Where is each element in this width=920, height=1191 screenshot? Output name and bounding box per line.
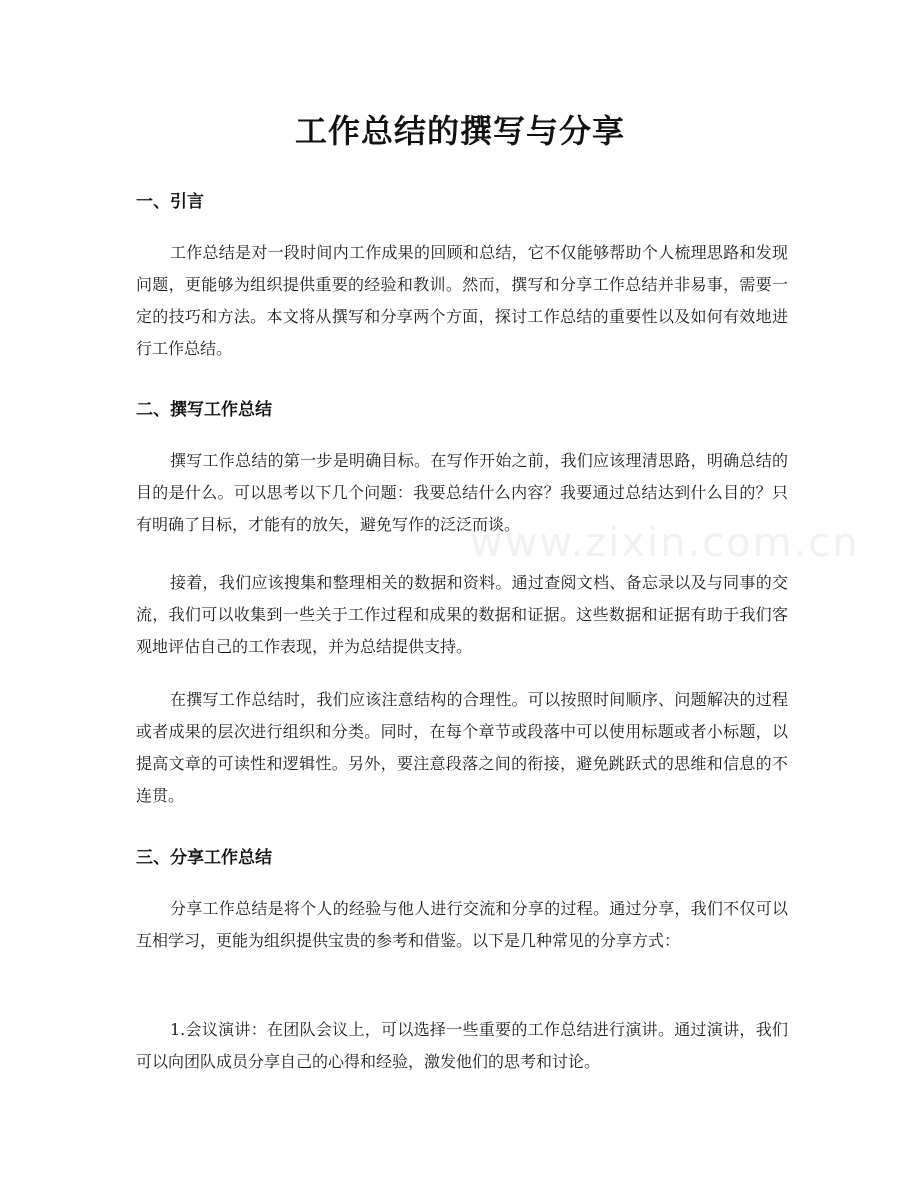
- section-heading-writing: 二、撰写工作总结: [136, 400, 272, 420]
- writing-paragraph-1: 撰写工作总结的第一步是明确目标。在写作开始之前，我们应该理清思路，明确总结的目的是什么。可以思考以下几个问题：我要总结什么内容？我要通过总结达到什么目的？只有明确了目标，才能有的放矢，避免写作的泛泛而谈。: [136, 451, 788, 534]
- intro-paragraph: 工作总结是对一段时间内工作成果的回顾和总结，它不仅能够帮助个人梳理思路和发现问题，更能够为组织提供重要的经验和教训。然而，撰写和分享工作总结并非易事，需要一定的技巧和方法。本文将从撰写和分享两个方面，探讨工作总结的重要性以及如何有效地进行工作总结。: [136, 243, 788, 358]
- writing-paragraph-2: 接着，我们应该搜集和整理相关的数据和资料。通过查阅文档、备忘录以及与同事的交流，我们可以收集到一些关于工作过程和成果的数据和证据。这些数据和证据有助于我们客观地评估自己的工作表现，并为总结提供支持。: [136, 573, 788, 656]
- page-title: 工作总结的撰写与分享: [294, 112, 625, 150]
- watermark: www.zixin.com.cn: [470, 520, 860, 566]
- sharing-paragraph-1: 分享工作总结是将个人的经验与他人进行交流和分享的过程。通过分享，我们不仅可以互相学习，更能为组织提供宝贵的参考和借鉴。以下是几种常见的分享方式：: [136, 899, 788, 950]
- writing-paragraph-3: 在撰写工作总结时，我们应该注意结构的合理性。可以按照时间顺序、问题解决的过程或者成果的层次进行组织和分类。同时，在每个章节或段落中可以使用标题或者小标题，以提高文章的可读性和逻辑性。另外，要注意段落之间的衔接，避免跳跃式的思维和信息的不连贯。: [136, 690, 788, 805]
- section-heading-sharing: 三、分享工作总结: [136, 848, 272, 868]
- section-heading-introduction: 一、引言: [136, 192, 204, 212]
- sharing-list-item-1: 1.会议演讲：在团队会议上，可以选择一些重要的工作总结进行演讲。通过演讲，我们可以向团队成员分享自己的心得和经验，激发他们的思考和讨论。: [136, 1020, 788, 1071]
